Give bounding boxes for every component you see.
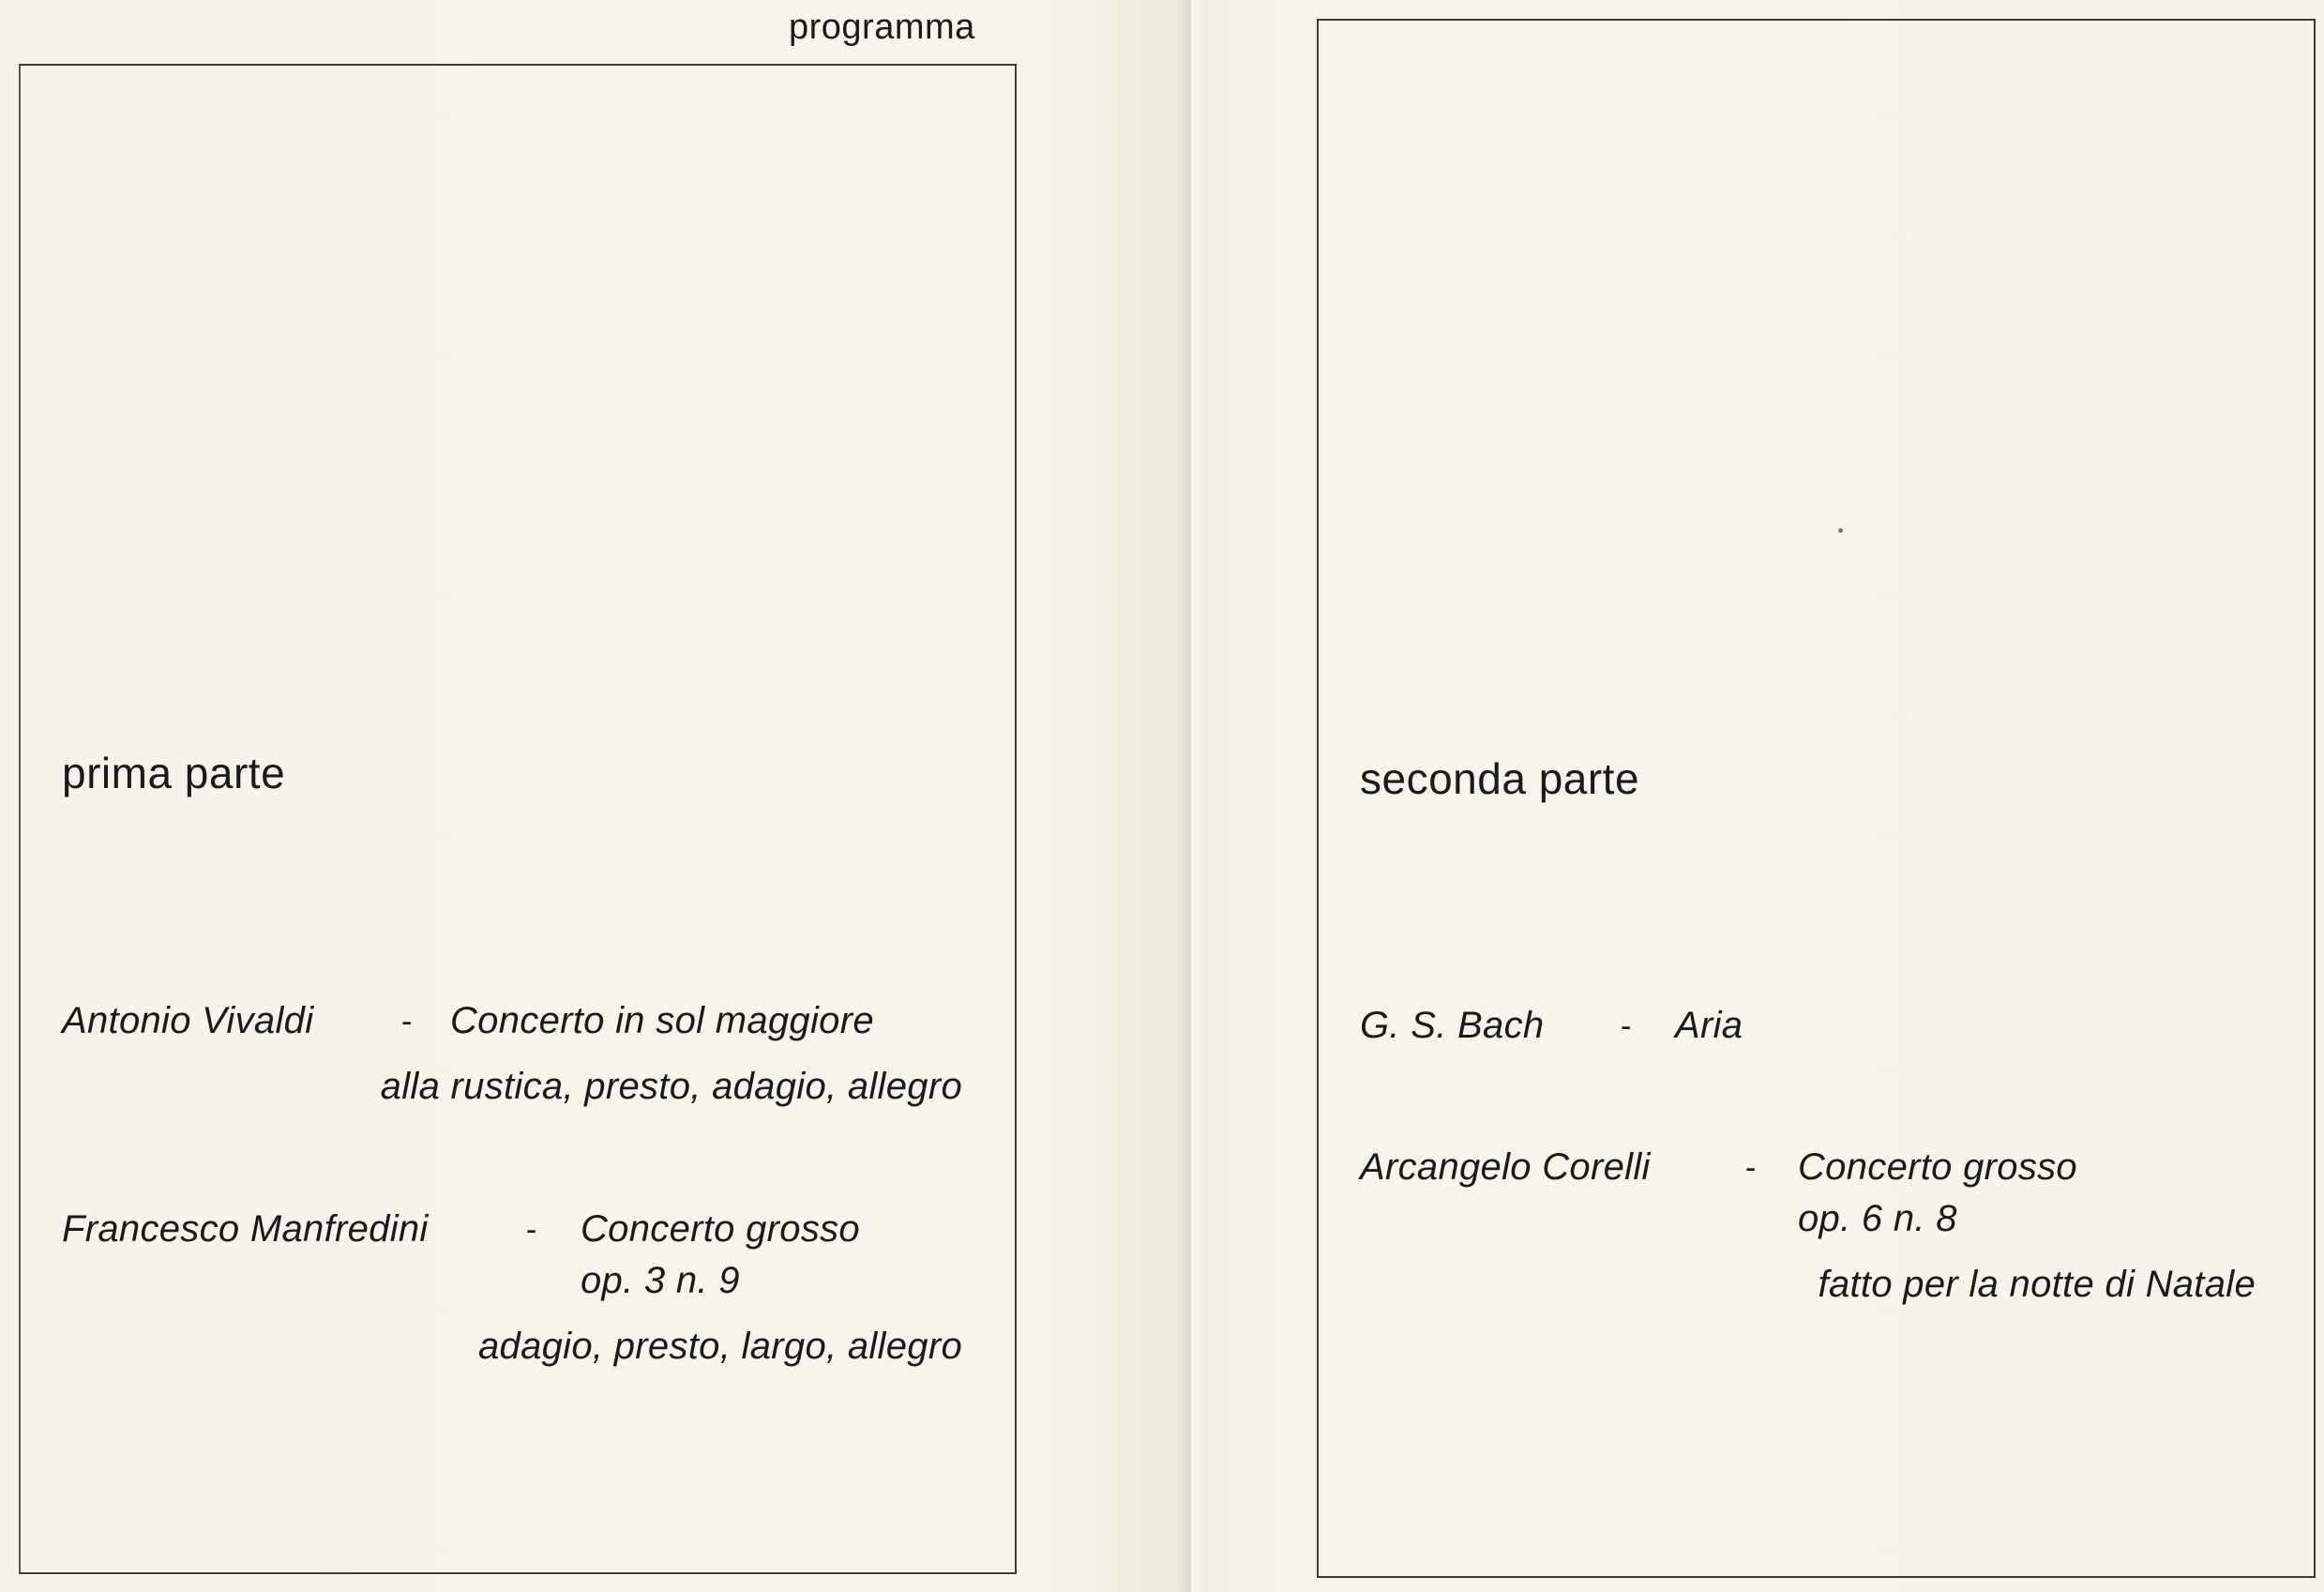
movements-vivaldi: alla rustica, presto, adagio, allegro — [380, 1066, 962, 1107]
program-header: programma — [789, 8, 975, 47]
movements-manfredini: adagio, presto, largo, allegro — [478, 1326, 962, 1367]
composer-bach: G. S. Bach — [1360, 1005, 1545, 1046]
separator: - — [1621, 1008, 1632, 1044]
composer-manfredini: Francesco Manfredini — [62, 1208, 429, 1250]
work-opus-corelli: op. 6 n. 8 — [1798, 1198, 1957, 1239]
work-opus-manfredini: op. 3 n. 9 — [581, 1260, 740, 1301]
work-title-manfredini: Concerto grosso — [581, 1208, 860, 1250]
section-heading-prima: prima parte — [62, 749, 286, 797]
section-heading-seconda: seconda parte — [1360, 754, 1640, 803]
separator: - — [526, 1212, 537, 1248]
paper-speck — [1838, 528, 1843, 533]
work-title-corelli: Concerto grosso — [1798, 1146, 2077, 1188]
separator: - — [1745, 1150, 1757, 1186]
composer-corelli: Arcangelo Corelli — [1360, 1146, 1651, 1188]
work-title-bach: Aria — [1675, 1005, 1743, 1046]
work-title-vivaldi: Concerto in sol maggiore — [450, 1000, 874, 1041]
separator: - — [401, 1004, 413, 1039]
composer-vivaldi: Antonio Vivaldi — [62, 1000, 314, 1041]
movements-corelli: fatto per la notte di Natale — [1818, 1264, 2256, 1305]
center-fold — [1177, 0, 1205, 1592]
